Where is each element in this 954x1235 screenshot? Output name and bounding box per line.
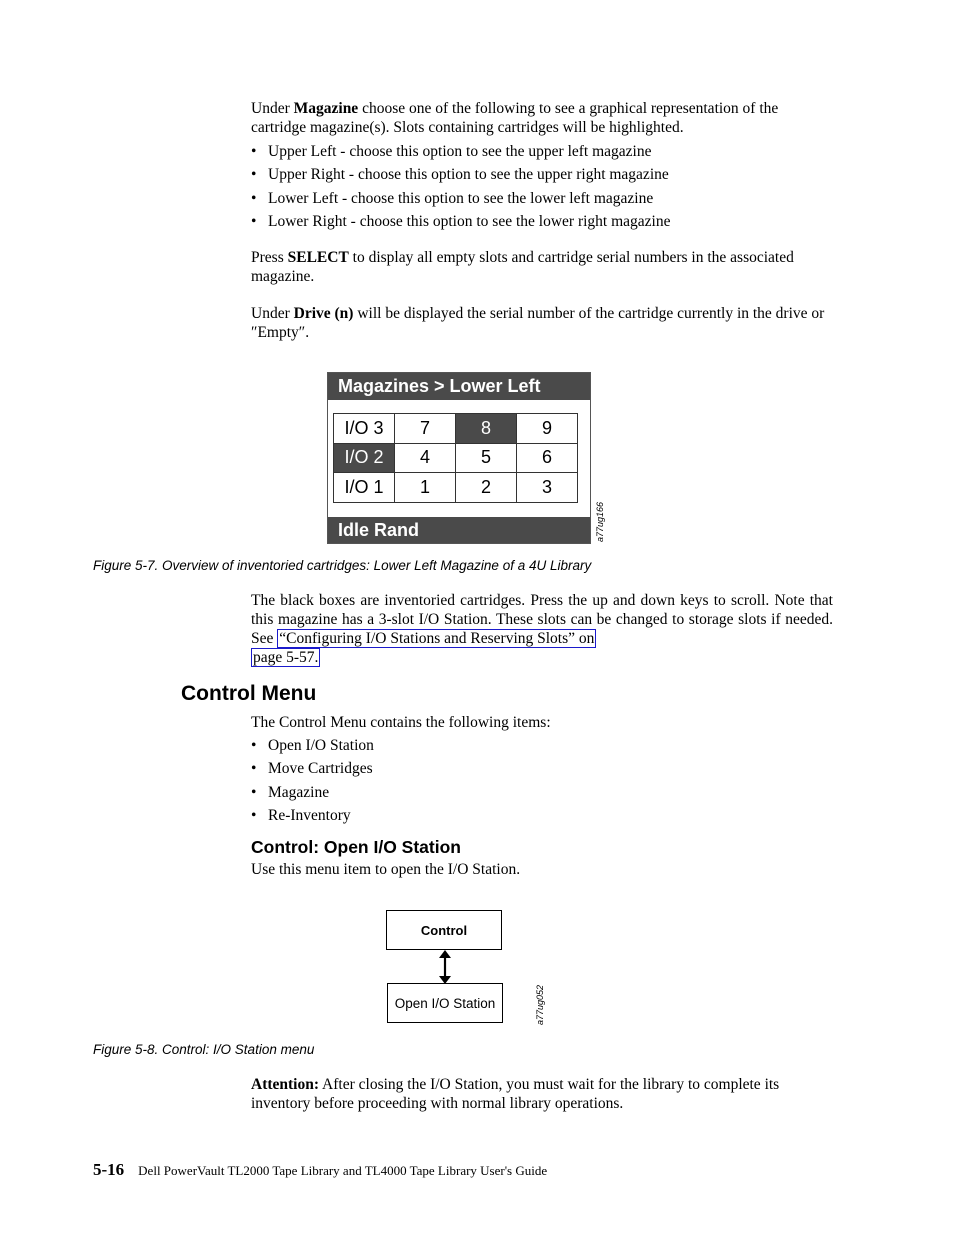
figure-caption: Figure 5-7. Overview of inventoried cartridges: Lower Left Magazine of a 4U Library: [93, 558, 592, 573]
table-row: [334, 414, 578, 444]
slot-cell: 1: [395, 473, 456, 503]
bidirectional-arrow-icon: [436, 950, 454, 984]
open-io-paragraph: Use this menu item to open the I/O Station.: [251, 861, 521, 878]
cross-reference-link-page[interactable]: page 5-57.: [253, 649, 319, 666]
figure-id-label: a77ug166: [595, 501, 605, 542]
slot-cell: 9: [517, 414, 578, 444]
book-title: Dell PowerVault TL2000 Tape Library and TL4000 Tape Library User's Guide: [138, 1163, 548, 1178]
list-item: • Lower Left - choose this option to see the lower left magazine: [251, 189, 654, 207]
figure-id-label: a77ug052: [535, 984, 545, 1025]
slot-cell: I/O 2: [334, 443, 395, 473]
select-paragraph: Press SELECT to display all empty slots and cartridge serial numbers in the associated magazine.: [251, 249, 794, 285]
slot-cell: 8: [456, 414, 517, 444]
magazine-options-list: [251, 142, 833, 235]
magazine-term: Magazine: [293, 100, 359, 117]
figure-caption: Figure 5-8. Control: I/O Station menu: [93, 1042, 315, 1057]
inventory-paragraph: The black boxes are inventoried cartridges. Press the up and down keys to scroll. Note that this magazine has a 3-slot I/O Station. These slots can be changed to storage slots if needed. See “Configuring I/O Stations and Reserving Slots” on page 5-57.: [251, 592, 833, 666]
attention-note: Attention: After closing the I/O Station, you must wait for the library to complete its inventory before proceeding with normal library operations.: [251, 1076, 780, 1112]
magazine-paragraph: Under Magazine choose one of the following to see a graphical representation of the cartridge magazine(s). Slots containing cartridges will be highlighted.: [251, 100, 779, 136]
slot-cell: I/O 1: [334, 473, 395, 503]
list-item: • Re-Inventory: [251, 806, 351, 824]
control-menu-intro: The Control Menu contains the following items:: [251, 714, 551, 731]
list-item: • Open I/O Station: [251, 737, 374, 754]
list-item: • Lower Right - choose this option to see the lower right magazine: [251, 212, 671, 230]
list-item: • Upper Right - choose this option to see the upper right magazine: [251, 166, 669, 184]
slot-cell: 4: [395, 443, 456, 473]
slot-cell: 6: [517, 443, 578, 473]
slot-cell: 2: [456, 473, 517, 503]
page-footer: [93, 1160, 547, 1180]
list-item: • Upper Left - choose this option to see the upper left magazine: [251, 143, 652, 160]
drive-paragraph: Under Drive (n) will be displayed the serial number of the cartridge currently in the drive or ″Empty″.: [251, 305, 825, 341]
page-number: 5-16: [93, 1160, 125, 1179]
lcd-footer: Idle Rand: [328, 517, 590, 543]
section-title: Control Menu: [181, 682, 317, 705]
slot-cell: 7: [395, 414, 456, 444]
slot-cell: I/O 3: [334, 414, 395, 444]
magazine-slot-grid: [333, 413, 578, 503]
list-item: • Magazine: [251, 783, 330, 801]
list-item: • Move Cartridges: [251, 760, 373, 778]
lcd-magazine-figure: [327, 372, 591, 544]
control-menu-list: [251, 736, 833, 829]
table-row: [334, 473, 578, 503]
slot-cell: 3: [517, 473, 578, 503]
slot-cell: 5: [456, 443, 517, 473]
attention-label: Attention:: [251, 1076, 320, 1093]
subsection-title: Control: Open I/O Station: [251, 837, 461, 857]
open-io-station-box: Open I/O Station: [387, 983, 503, 1023]
table-row: [334, 443, 578, 473]
lcd-header: Magazines > Lower Left: [328, 373, 590, 400]
drive-term: Drive (n): [293, 305, 354, 322]
control-menu-box: Control: [386, 910, 502, 950]
select-term: SELECT: [287, 249, 349, 266]
cross-reference-link[interactable]: “Configuring I/O Stations and Reserving Slots” on: [279, 630, 595, 647]
